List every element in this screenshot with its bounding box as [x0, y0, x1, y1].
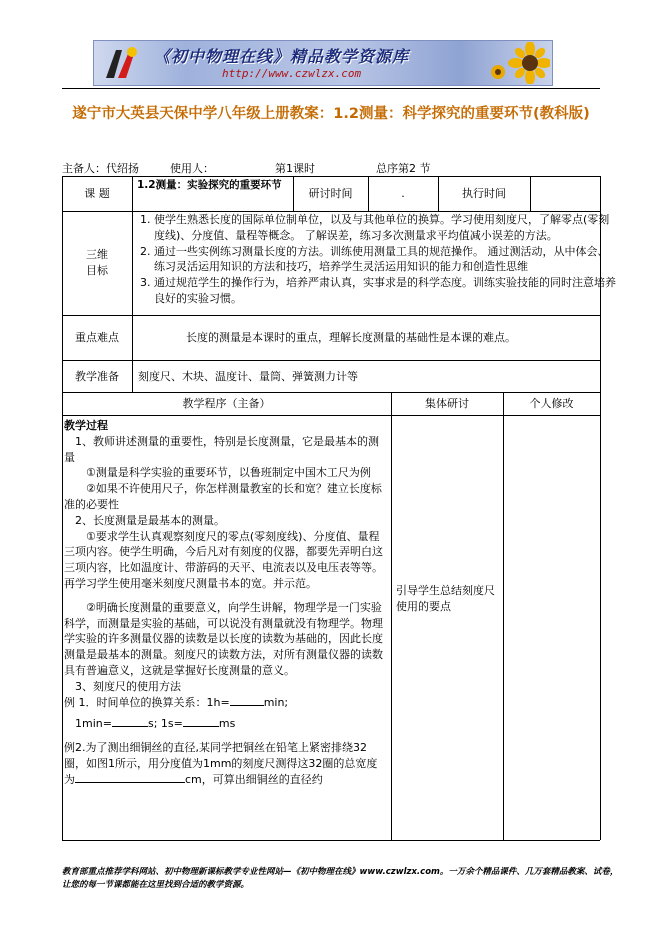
goal-item: 3. 通过规范学生的操作行为，培养严肃认真，实事求是的科学态度。训练实验技能的同时注意培养良好的实验习惯。 — [154, 275, 618, 307]
table-border — [530, 176, 531, 211]
research-time-label: 研讨时间 — [308, 187, 353, 200]
sunflower-icon — [486, 42, 550, 84]
process-step: ①测量是科学实验的重要环节，以鲁班制定中国木工尺为例 — [86, 466, 371, 480]
meta-period: 第1课时 — [275, 162, 315, 175]
example-1b: 1min= s; 1s= ms — [75, 717, 236, 731]
key-points-value: 长度的测量是本课时的重点，理解长度测量的基础性是本课的难点。 — [186, 331, 516, 344]
prep-label: 教学准备 — [75, 370, 119, 383]
process-step: 3、刻度尺的使用方法 — [75, 679, 181, 693]
process-heading: 教学过程 — [64, 419, 108, 432]
teaching-process — [64, 418, 387, 788]
process-step: ②明确长度测量的重要意义，向学生讲解，物理学是一门实验科学，而测量是实验的基础，可以说没有测量就没有物理学。物理学实验的许多测量仪器的读数是以长度的读数为基础的，因此长度测量是最基本的测量。刻度尺的读数方法，对所有测量仪器的读数具有普遍意义，这就是掌握好长度测量的意义。 — [64, 600, 383, 677]
goals-label: 三维 目标 — [86, 248, 108, 277]
meta-sequence: 总序第2 节 — [376, 162, 431, 175]
collective-header: 集体研讨 — [425, 397, 469, 410]
example-2: 例2.为了测出细铜丝的直径,某同学把铜丝在铅笔上紧密排绕32圈，如图1所示，用分度值为1mm的刻度尺测得这32圈的总宽度为 cm，可算出细铜丝的直径约 — [64, 741, 378, 786]
process-step: 2、长度测量是最基本的测量。 — [75, 513, 225, 527]
process-step: ①要求学生认真观察刻度尺的零点(零刻度线)、分度值、量程三项内容。使学生明确，今后凡对有刻度的仪器，都要先弄明白这三项内容，比如温度计、带游码的天平、电流表以及电压表等等。再学习学生使用毫米刻度尺测量书本的宽。并示范。 — [64, 529, 383, 590]
goals-list — [136, 212, 618, 307]
goal-item: 2. 通过一些实例练习测量长度的方法。训练使用测量工具的规范操作。 通过测活动，从中体会、练习灵活运用知识的方法和技巧，培养学生灵活运用知识的能力和创造性思维 — [154, 244, 618, 276]
table-border — [62, 840, 600, 841]
key-points-label: 重点难点 — [75, 331, 119, 344]
topic-value: 1.2测量：实验探究的重要环节 — [137, 179, 282, 191]
banner-title: 《初中物理在线》精品教学资源库 — [154, 47, 410, 66]
goal-item: 1. 使学生熟悉长度的国际单位制单位，以及与其他单位的换算。学习使用刻度尺，了解零点(零刻度线)、分度值、量程等概念。 了解误差，练习多次测量求平均值减小误差的方法。 — [154, 212, 618, 244]
meta-author: 主备人：代绍扬 — [62, 162, 139, 175]
meta-user: 使用人： — [170, 162, 214, 175]
site-logo-icon — [102, 44, 142, 82]
answer-blank[interactable] — [75, 772, 185, 783]
topic-label: 课 题 — [84, 187, 110, 200]
answer-blank[interactable] — [183, 716, 219, 727]
site-banner — [93, 40, 553, 86]
table-border — [503, 392, 504, 840]
table-border — [62, 392, 600, 393]
table-border — [62, 176, 600, 177]
banner-url[interactable]: http://www.czwlzx.com — [222, 67, 362, 80]
example-1: 例 1．时间单位的换算关系：1h= min; — [64, 695, 289, 709]
table-border — [62, 360, 600, 361]
answer-blank[interactable] — [230, 695, 264, 706]
research-time-value: . — [401, 187, 405, 200]
document-title: 遂宁市大英县天保中学八年级上册教案：1.2测量：科学探究的重要环节(教科版) — [72, 106, 590, 122]
table-border — [132, 176, 133, 392]
prep-value: 刻度尺、木块、温度计、量筒、弹簧测力计等 — [138, 370, 358, 383]
table-border — [62, 315, 600, 316]
process-step: ②如果不许使用尺子，你怎样测量教室的长和宽？建立长度标准的必要性 — [64, 482, 382, 511]
answer-blank[interactable] — [112, 716, 148, 727]
header-rule — [62, 88, 600, 89]
procedure-header: 教学程序（主备） — [182, 397, 271, 410]
table-border — [62, 415, 600, 416]
table-border — [391, 392, 392, 840]
page-footer: 教育部重点推荐学科网站、初中物理新课标教学专业性网站—《初中物理在线》www.czwlzx.com。一万余个精品课件、几万套精品教案、试卷，让您的每一节课都能在这里找到合适的教学资源。 — [62, 867, 619, 890]
personal-header: 个人修改 — [529, 397, 574, 410]
exec-time-label: 执行时间 — [462, 187, 506, 200]
collective-note: 引导学生总结刻度尺使用的要点 — [396, 584, 495, 613]
process-step: 1、教师讲述测量的重要性，特别是长度测量，它是最基本的测量 — [64, 434, 379, 464]
